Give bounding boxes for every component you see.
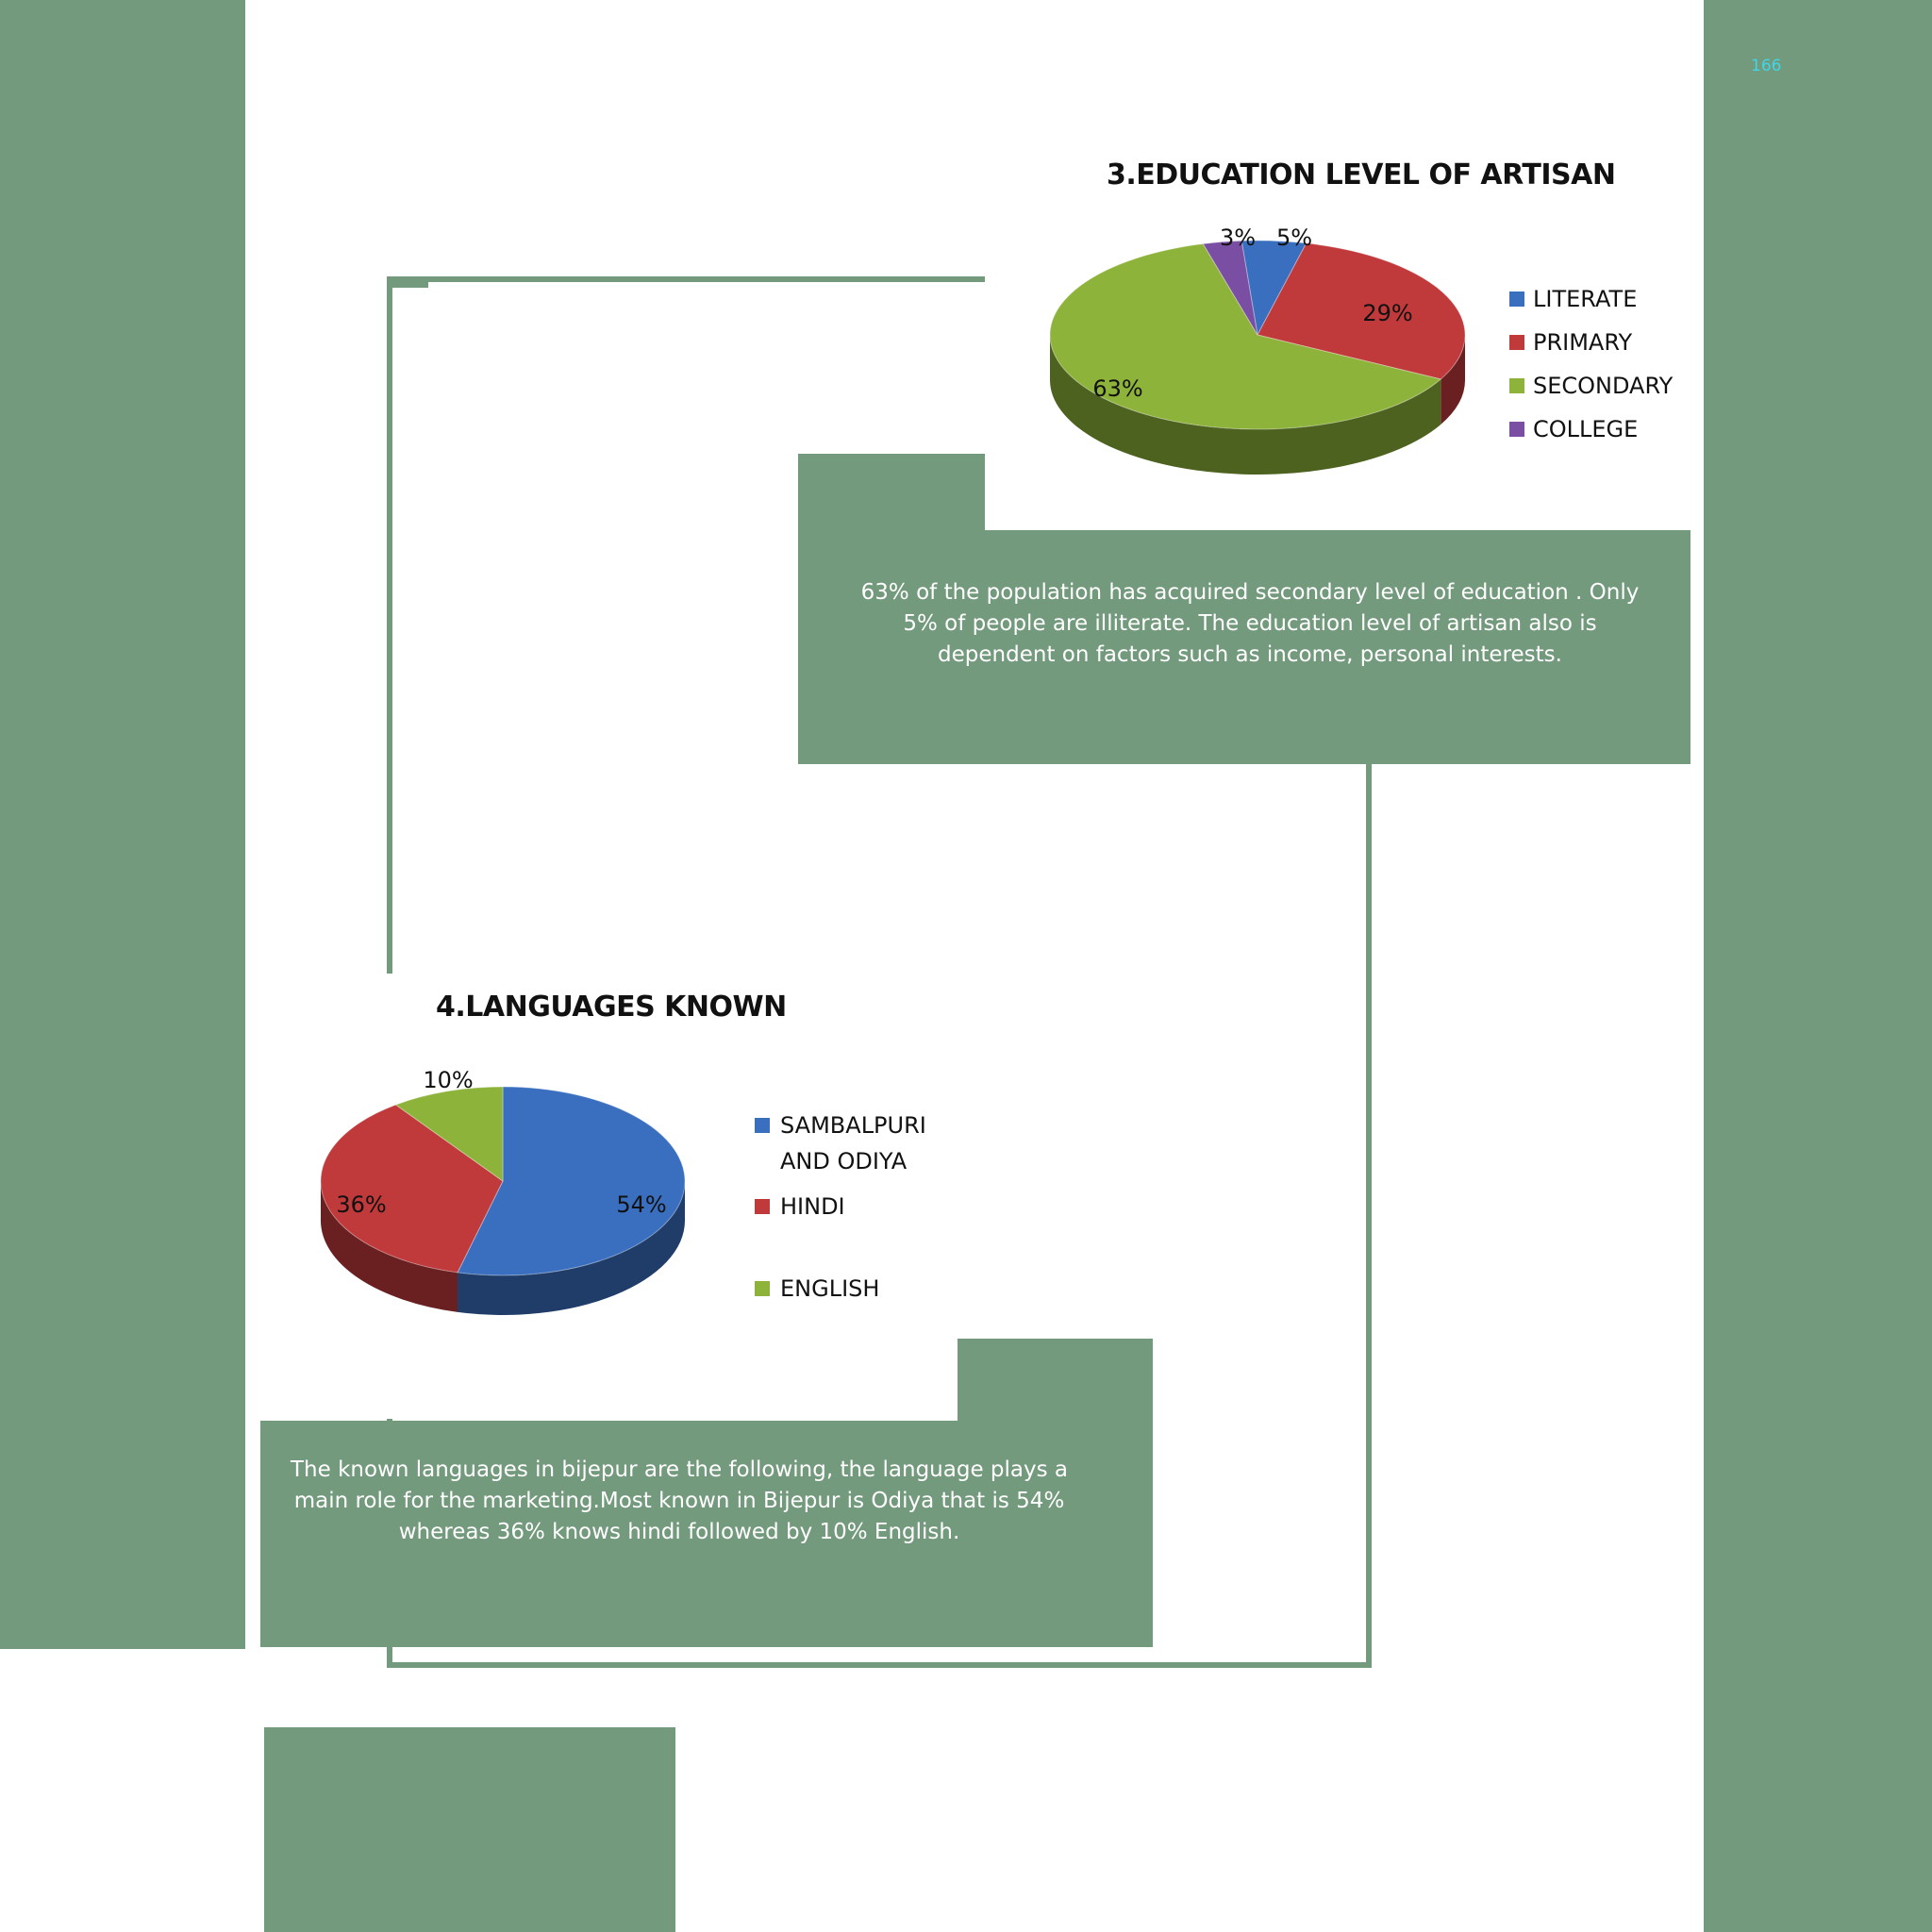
languages-caption: The known languages in bijepur are the following, the language plays a main role for the marketing.Most known in Bijepur is Odiya that is 54% whereas 36% knows hindi followed by 10% English.	[290, 1457, 1068, 1544]
pie-data-label: 29%	[1362, 300, 1413, 326]
legend-swatch	[1509, 378, 1524, 393]
legend-item-secondary	[1509, 368, 1673, 404]
legend-swatch	[1509, 335, 1524, 350]
legend-label: SAMBALPURI AND ODIYA	[780, 1112, 926, 1174]
legend-item-hindi	[755, 1189, 845, 1224]
bottom-green-block	[264, 1727, 675, 1932]
education-pie-chart	[1038, 225, 1481, 509]
legend-swatch	[755, 1118, 770, 1133]
languages-pie-chart	[302, 1066, 698, 1340]
legend-item-primary	[1509, 325, 1632, 360]
legend-label: LITERATE	[1533, 286, 1638, 312]
legend-swatch	[755, 1281, 770, 1296]
legend-item-college	[1509, 411, 1638, 447]
legend-label: HINDI	[780, 1193, 845, 1220]
legend-swatch	[1509, 422, 1524, 437]
legend-label: ENGLISH	[780, 1275, 880, 1302]
pie-data-label: 5%	[1275, 225, 1313, 251]
pie-data-label: 63%	[1092, 375, 1143, 402]
left-green-panel	[0, 0, 245, 1649]
right-green-panel	[1704, 0, 1932, 1932]
pie-data-label: 10%	[423, 1067, 474, 1093]
page-number: 166	[1751, 57, 1782, 75]
legend-label: PRIMARY	[1533, 329, 1633, 356]
languages-caption-tab	[958, 1339, 1153, 1433]
education-chart-title: 3.EDUCATION LEVEL OF ARTISAN	[1107, 158, 1616, 192]
pie-data-label: 3%	[1219, 225, 1257, 251]
legend-label: COLLEGE	[1533, 416, 1639, 442]
languages-chart-title: 4.LANGUAGES KNOWN	[436, 991, 787, 1024]
education-caption: 63% of the population has acquired secondary level of education . Only 5% of people are illiterate. The education level of artisan also is dependent on factors such as income, personal interests.	[860, 580, 1640, 667]
pie-data-label: 36%	[336, 1191, 387, 1218]
legend-swatch	[1509, 291, 1524, 307]
pie-data-label: 54%	[616, 1191, 667, 1218]
legend-swatch	[755, 1199, 770, 1214]
legend-label: SECONDARY	[1533, 373, 1674, 399]
legend-item-sambalpuri	[755, 1108, 981, 1179]
legend-item-english	[755, 1271, 879, 1307]
legend-item-literate	[1509, 281, 1637, 317]
